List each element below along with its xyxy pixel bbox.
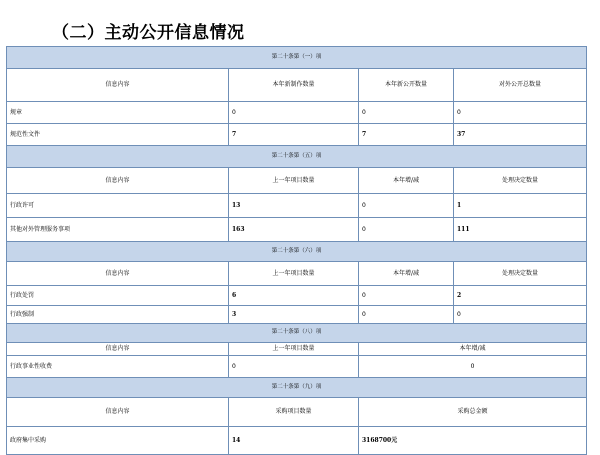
cell-value: 0	[359, 218, 454, 242]
cell-value: 0	[359, 102, 454, 124]
row-label: 行政事业性收费	[7, 356, 229, 378]
table-row	[7, 124, 587, 146]
cell-value: 0	[454, 102, 587, 124]
col-header: 本年新制作数量	[229, 69, 359, 102]
cell-value: 14	[229, 427, 359, 455]
section-header-5	[7, 146, 587, 168]
cell-value: 0	[359, 306, 454, 324]
section-1-col-header	[7, 69, 587, 102]
col-header: 本年增/减	[359, 262, 454, 286]
col-header: 上一年项目数量	[229, 262, 359, 286]
cell-value: 7	[359, 124, 454, 146]
cell-value: 111	[454, 218, 587, 242]
cell-value: 0	[359, 194, 454, 218]
section-6-col-header	[7, 262, 587, 286]
cell-value: 3	[229, 306, 359, 324]
section-header-8	[7, 324, 587, 343]
col-header: 信息内容	[7, 343, 229, 356]
section-header-6	[7, 242, 587, 262]
cell-value: 37	[454, 124, 587, 146]
cell-value: 0	[229, 102, 359, 124]
col-header: 采购项目数量	[229, 398, 359, 427]
info-table	[6, 46, 587, 455]
row-label: 其他对外管理服务事项	[7, 218, 229, 242]
col-header: 本年增/减	[359, 168, 454, 194]
col-header: 采购总金额	[359, 398, 587, 427]
cell-value: 6	[229, 286, 359, 306]
cell-value: 3168700元	[359, 427, 587, 455]
col-header: 信息内容	[7, 262, 229, 286]
section-5-col-header	[7, 168, 587, 194]
table-row	[7, 218, 587, 242]
col-header: 信息内容	[7, 398, 229, 427]
section-header-1	[7, 47, 587, 69]
col-header: 信息内容	[7, 69, 229, 102]
cell-value: 2	[454, 286, 587, 306]
col-header: 上一年项目数量	[229, 343, 359, 356]
cell-value: 0	[359, 286, 454, 306]
section-8-col-header	[7, 343, 587, 356]
col-header: 本年新公开数量	[359, 69, 454, 102]
table-row	[7, 356, 587, 378]
col-header: 对外公开总数量	[454, 69, 587, 102]
table-row	[7, 427, 587, 455]
section-8-title: 第二十条第（八）项	[7, 324, 587, 343]
cell-value: 0	[229, 356, 359, 378]
section-1-title: 第二十条第（一）项	[7, 47, 587, 69]
col-header: 上一年项目数量	[229, 168, 359, 194]
table-row	[7, 286, 587, 306]
row-label: 行政强制	[7, 306, 229, 324]
table-row	[7, 102, 587, 124]
row-label: 规章	[7, 102, 229, 124]
row-label: 规范性文件	[7, 124, 229, 146]
cell-value: 7	[229, 124, 359, 146]
section-9-col-header	[7, 398, 587, 427]
col-header: 信息内容	[7, 168, 229, 194]
col-header: 处理决定数量	[454, 168, 587, 194]
col-header: 处理决定数量	[454, 262, 587, 286]
row-label: 行政处罚	[7, 286, 229, 306]
cell-value: 1	[454, 194, 587, 218]
cell-value: 0	[359, 356, 587, 378]
table-row	[7, 194, 587, 218]
cell-value: 13	[229, 194, 359, 218]
page-title: （二）主动公开信息情况	[52, 23, 245, 43]
section-9-title: 第二十条第（九）项	[7, 378, 587, 398]
cell-value: 163	[229, 218, 359, 242]
col-header: 本年增/减	[359, 343, 587, 356]
table-row	[7, 306, 587, 324]
section-6-title: 第二十条第（六）项	[7, 242, 587, 262]
section-5-title: 第二十条第（五）项	[7, 146, 587, 168]
cell-value: 0	[454, 306, 587, 324]
row-label: 行政许可	[7, 194, 229, 218]
row-label: 政府集中采购	[7, 427, 229, 455]
section-header-9	[7, 378, 587, 398]
